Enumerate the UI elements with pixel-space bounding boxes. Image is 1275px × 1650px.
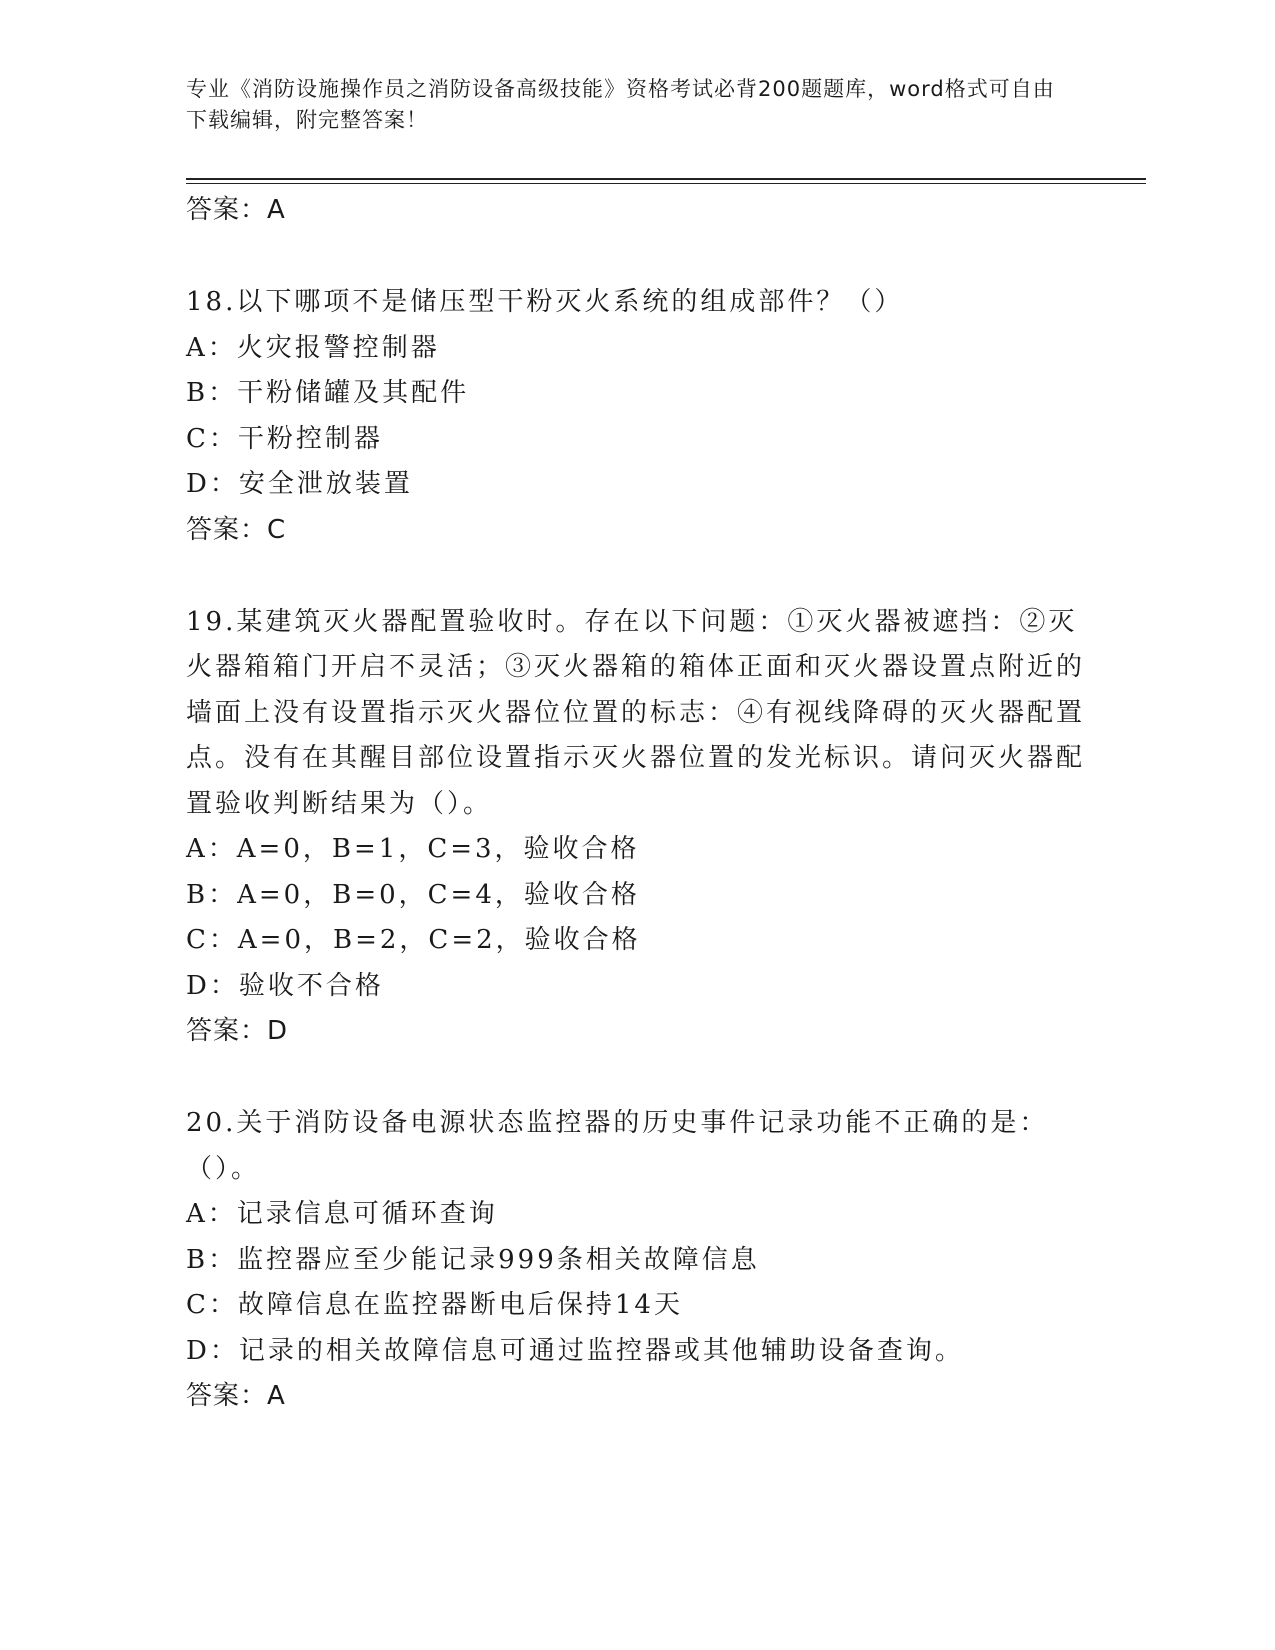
option-c: C：干粉控制器: [186, 423, 383, 454]
answer-line: 答案：A: [186, 1381, 286, 1411]
option-a: A：火灾报警控制器: [186, 332, 440, 363]
option-b: B：A=0，B=0，C=4，验收合格: [186, 879, 640, 910]
answer-line: 答案：C: [186, 514, 287, 545]
option-c: C：A=0，B=2，C=2，验收合格: [186, 925, 641, 955]
answer-line: 答案：A: [186, 195, 286, 225]
document-body: [186, 192, 1086, 1414]
option-b: B：干粉储罐及其配件: [186, 378, 470, 408]
answer-line: 答案：D: [186, 1016, 289, 1046]
option-a: A：记录信息可循环查询: [186, 1199, 498, 1229]
page-header: 专业《消防设施操作员之消防设备高级技能》资格考试必背200题题库，word格式可自由下载编辑，附完整答案！: [186, 77, 1055, 132]
option-d: D：记录的相关故障信息可通过监控器或其他辅助设备查询。: [186, 1335, 964, 1366]
option-d: D：安全泄放装置: [186, 469, 413, 499]
question-19: [186, 600, 1086, 1050]
option-b: B：监控器应至少能记录999条相关故障信息: [186, 1244, 760, 1275]
option-a: A：A=0，B=1，C=3，验收合格: [186, 834, 640, 864]
header-rule-thin: [186, 183, 1146, 184]
question-stem: 19.某建筑灭火器配置验收时。存在以下问题：①灭火器被遮挡：②灭火器箱箱门开启不灵活；③灭火器箱的箱体正面和灭火器设置点附近的墙面上没有设置指示灭火器位位置的标志：④有视线降碍的灭火器配置点。没有在其醒目部位设置指示灭火器位置的发光标识。请问灭火器配置验收判断结果为（）。: [186, 606, 1086, 819]
option-c: C：故障信息在监控器断电后保持14天: [186, 1290, 683, 1320]
question-18: [186, 280, 1086, 548]
question-stem: 20.关于消防设备电源状态监控器的历史事件记录功能不正确的是：（）。: [186, 1108, 1049, 1184]
header-rule-thick: [186, 178, 1146, 180]
question-stem: 18.以下哪项不是储压型干粉灭火系统的组成部件？（）: [186, 287, 904, 317]
option-d: D：验收不合格: [186, 970, 384, 1001]
question-20: [186, 1101, 1086, 1414]
